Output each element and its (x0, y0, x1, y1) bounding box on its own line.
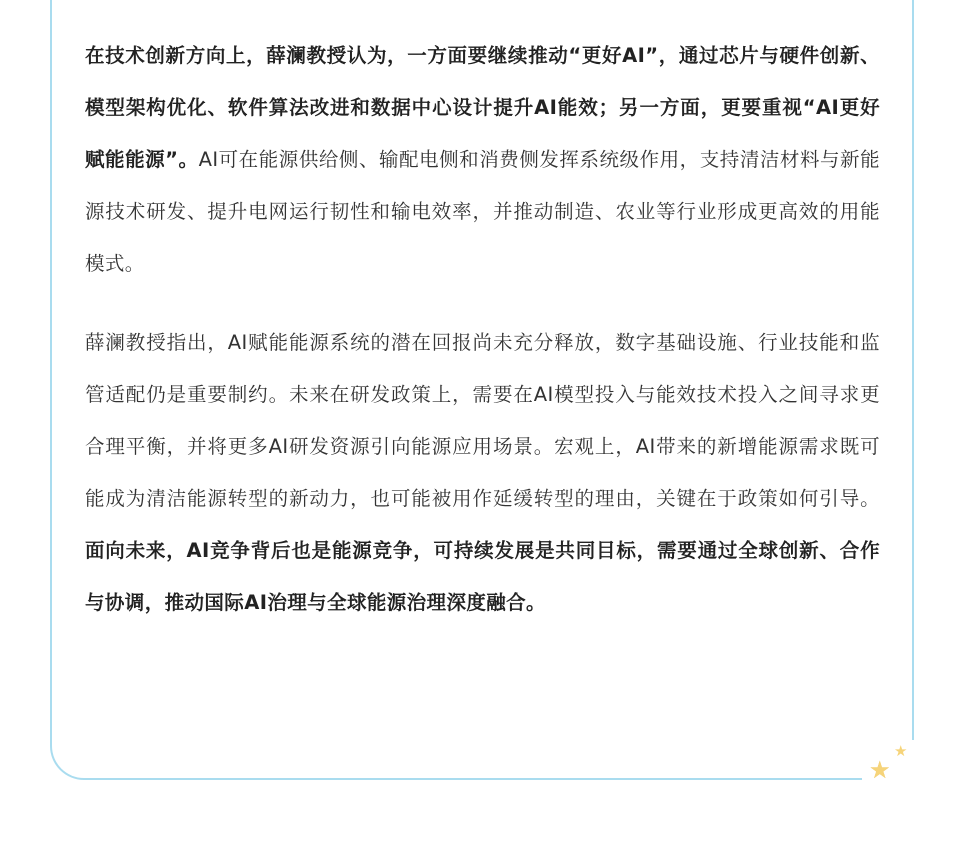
star-icon: ★ (894, 742, 908, 760)
paragraph-2 (85, 317, 880, 629)
paragraph-1-text: AI可在能源供给侧、输配电侧和消费侧发挥系统级作用，支持清洁材料与新能源技术研发、提升电网运行韧性和输电效率，并推动制造、农业等行业形成更高效的用能模式。 (85, 148, 880, 275)
paragraph-2-text: 薛澜教授指出，AI赋能能源系统的潜在回报尚未充分释放，数字基础设施、行业技能和监管适配仍是重要制约。未来在研发政策上，需要在AI模型投入与能效技术投入之间寻求更合理平衡，并将更多AI研发资源引向能源应用场景。宏观上，AI带来的新增能源需求既可能成为清洁能源转型的新动力，也可能被用作延缓转型的理由，关键在于政策如何引导。 (85, 331, 880, 510)
article-body (85, 30, 880, 656)
paragraph-2-bold: 面向未来，AI竞争背后也是能源竞争，可持续发展是共同目标，需要通过全球创新、合作与协调，推动国际AI治理与全球能源治理深度融合。 (85, 539, 880, 614)
paragraph-1 (85, 30, 880, 290)
paragraph-1-bold: 在技术创新方向上，薛澜教授认为，一方面要继续推动“更好AI”，通过芯片与硬件创新、模型架构优化、软件算法改进和数据中心设计提升AI能效；另一方面，更要重视“AI更好赋能能源”。 (85, 44, 880, 171)
star-icon: ★ (869, 756, 891, 784)
